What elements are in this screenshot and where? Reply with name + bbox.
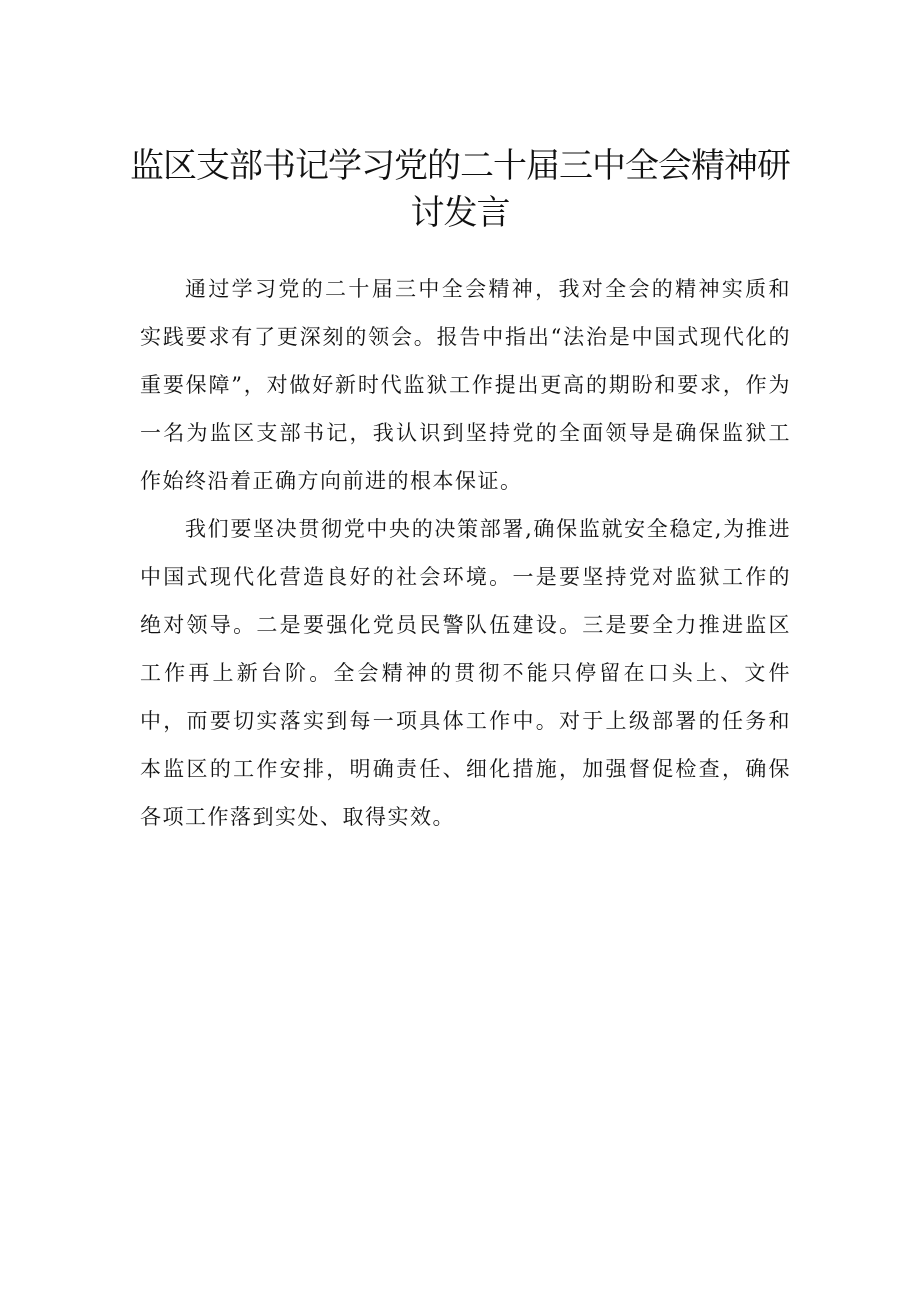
paragraph-1: 通过学习党的二十届三中全会精神，我对全会的精神实质和实践要求有了更深刻的领会。报告中指出“法治是中国式现代化的重要保障”，对做好新时代监狱工作提出更高的期盼和要求，作为一名为监区支部书记，我认识到坚持党的全面领导是确保监狱工作始终沿着正确方向前进的根本保证。 — [140, 277, 791, 493]
paragraph-2: 我们要坚决贯彻党中央的决策部署,确保监就安全稳定,为推进中国式现代化营造良好的社会环境。一是要坚持党对监狱工作的绝对领导。二是要强化党员民警队伍建设。三是要全力推进监区工作再上新台阶。全会精神的贯彻不能只停留在口头上、文件中，而要切实落实到每一项具体工作中。对于上级部署的任务和本监区的工作安排，明确责任、细化措施，加强督促检查，确保各项工作落到实处、取得实效。 — [140, 517, 791, 829]
document-title: 监区支部书记学习党的二十届三中全会精神研讨发言 — [130, 146, 790, 233]
